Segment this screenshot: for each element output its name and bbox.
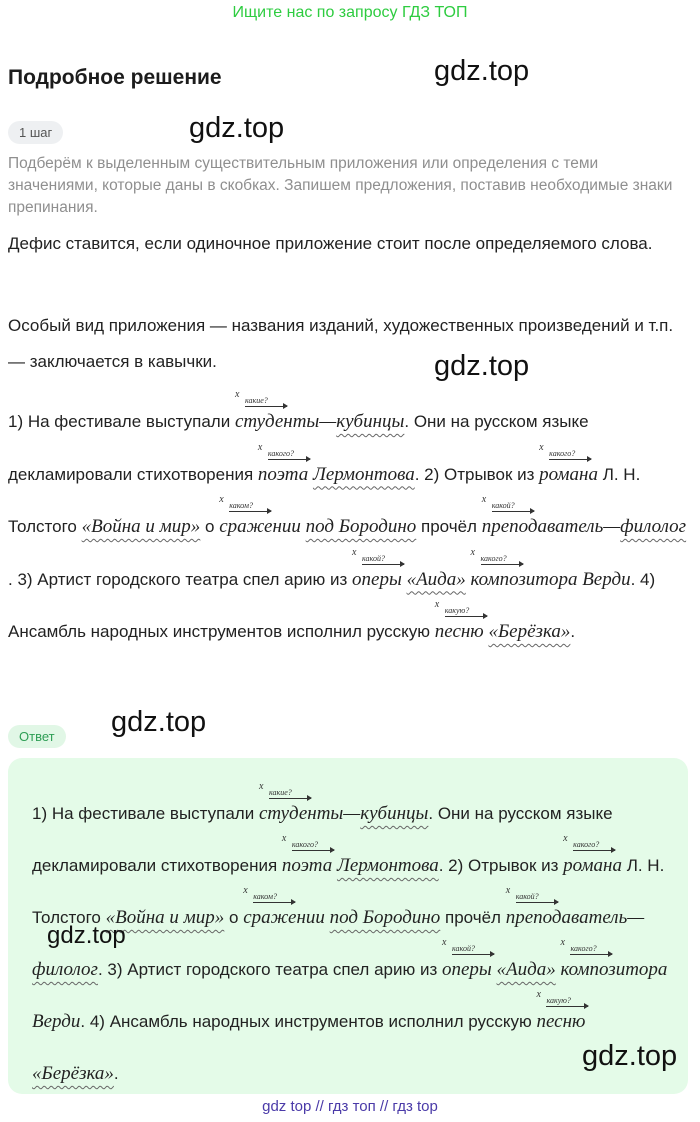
rule-hyphen: Дефис ставится, если одиночное приложение стоит после определяемого слова. bbox=[8, 234, 653, 253]
watermark: gdz.top bbox=[111, 706, 207, 738]
watermark: gdz.top bbox=[434, 55, 530, 87]
rule-quotes: Особый вид приложения — названия изданий, художественных произведений и т.п. — заключается в кавычки. bbox=[8, 316, 674, 371]
answer-text: 1) На фестивале выступали x какие? студенты—кубинцы. Они на русском языке декламировали стихотворения x какого? поэта Лермонтова. 2) Отрывок из x какого? романа Л. Н. Толстого «Война и мир» о x каком? сражении под Бородино прочёл x какой? преподаватель—филолог. 3) Артист городского театра спел арию из x какой? оперы «Аида» x какого? композитора Верди. 4) Ансамбль народных инструментов исполнил русскую x какую? песню «Берёзка». bbox=[32, 781, 668, 1084]
watermark: gdz.top bbox=[434, 350, 530, 382]
search-banner[interactable]: Ищите нас по запросу ГДЗ ТОП bbox=[232, 4, 468, 21]
solution-text: 1) На фестивале выступали x какие? студенты—кубинцы. Они на русском языке декламировали стихотворения x какого? поэта Лермонтова. 2) Отрывок из x какого? романа Л. Н. Толстого «Война и мир» о x каком? сражении под Бородино прочёл x какой? преподаватель—филолог. 3) Артист городского театра спел арию из x какой? оперы «Аида» x какого? композитора Верди. 4) Ансамбль народных инструментов исполнил русскую x какую? песню «Берёзка». bbox=[8, 389, 687, 642]
task-hint: Подберём к выделенным существительным приложения или определения с теми значениями, которые даны в скобках. Запишем предложения, поставив необходимые знаки препинания. bbox=[8, 155, 673, 216]
page-title: Подробное решение bbox=[8, 66, 222, 89]
watermark: gdz.top bbox=[582, 1040, 678, 1072]
answer-badge: Ответ bbox=[8, 725, 66, 748]
watermark: gdz.top bbox=[189, 112, 285, 144]
step-badge: 1 шаг bbox=[8, 121, 63, 144]
watermark: gdz.top bbox=[47, 922, 126, 949]
footer-links[interactable]: gdz top // гдз топ // гдз top bbox=[262, 1098, 438, 1115]
